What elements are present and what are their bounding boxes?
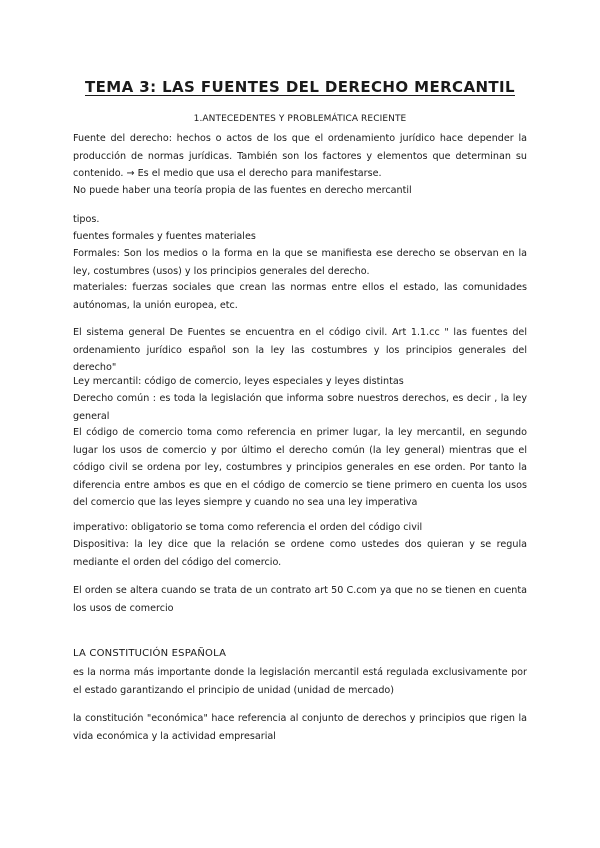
paragraph-fuente-derecho: Fuente del derecho: hechos o actos de los que el ordenamiento jurídico hace depender la producción de normas jurídicas. También son los factores y elementos que determinan su contenido. → Es el medio que usa el derecho para manifestarse. — [73, 133, 527, 179]
paragraph-formales: Formales: Son los medios o la forma en la que se manifiesta ese derecho se observan en la ley, costumbres (usos) y los principios generales del derecho. — [73, 248, 527, 277]
paragraph-ley-mercantil: Ley mercantil: código de comercio, leyes especiales y leyes distintas — [73, 376, 404, 387]
paragraph-sistema-general: El sistema general De Fuentes se encuentra en el código civil. Art 1.1.cc " las fuentes del ordenamiento jurídico español son la ley las costumbres y los principios generales del derecho" — [73, 327, 527, 373]
paragraph-teoria: No puede haber una teoría propia de las fuentes en derecho mercantil — [73, 185, 412, 196]
paragraph-constitucion-economica: la constitución "económica" hace referencia al conjunto de derechos y principios que rigen la vida económica y la actividad empresarial — [73, 713, 527, 742]
paragraph-derecho-comun: Derecho común : es toda la legislación que informa sobre nuestros derechos, es decir , la ley general — [73, 393, 527, 422]
paragraph-tipos: tipos. — [73, 214, 100, 225]
paragraph-materiales: materiales: fuerzas sociales que crean las normas entre ellos el estado, las comunidades autónomas, la unión europea, etc. — [73, 282, 527, 311]
paragraph-fuentes-formales-materiales: fuentes formales y fuentes materiales — [73, 231, 256, 242]
paragraph-constitucion: es la norma más importante donde la legislación mercantil está regulada exclusivamente por el estado garantizando el principio de unidad (unidad de mercado) — [73, 667, 527, 696]
paragraph-imperativo: imperativo: obligatorio se toma como referencia el orden del código civil — [73, 522, 423, 533]
paragraph-orden-altera: El orden se altera cuando se trata de un contrato art 50 C.com ya que no se tienen en cuenta los usos de comercio — [73, 585, 527, 614]
section-subtitle: 1.ANTECEDENTES Y PROBLEMÁTICA RECIENTE — [193, 114, 407, 124]
section-heading: LA CONSTITUCIÓN ESPAÑOLA — [73, 648, 227, 659]
paragraph-dispositiva: Dispositiva: la ley dice que la relación se ordene como ustedes dos quieran y se regula mediante el orden del código del comercio. — [73, 539, 527, 568]
paragraph-codigo-comercio: El código de comercio toma como referencia en primer lugar, la ley mercantil, en segundo lugar los usos de comercio y por último el derecho común (la ley general) mientras que el código civil se ordena por ley, costumbres y principios generales en ese orden. Por tanto la diferencia entre ambos es que en el código de comercio se tiene primero en cuenta los usos del comercio que las leyes siempre y cuando no sea una ley imperativa — [73, 427, 527, 508]
page-title: TEMA 3: LAS FUENTES DEL DERECHO MERCANTIL — [85, 78, 515, 96]
